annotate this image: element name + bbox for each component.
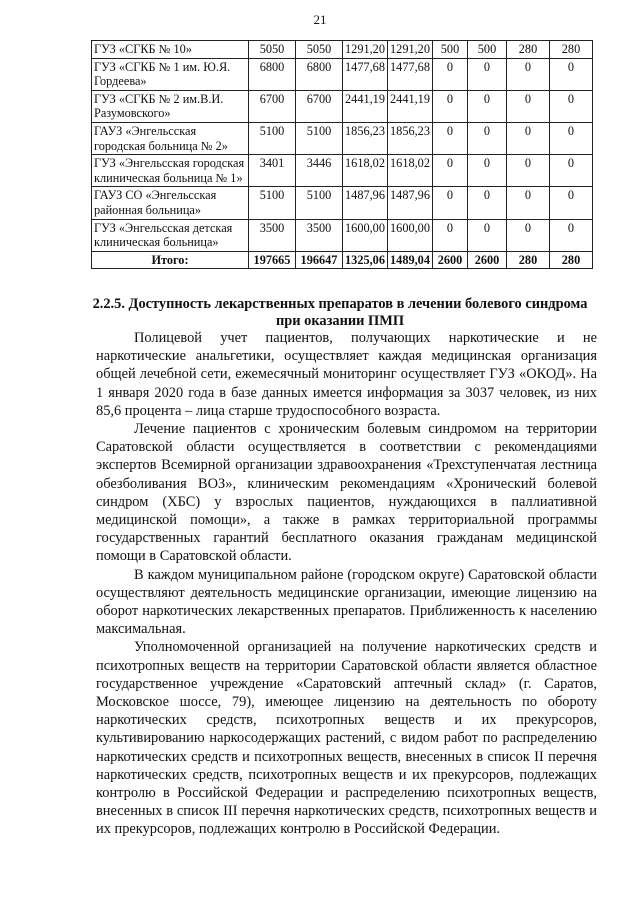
table-cell-name: ГУЗ «СГКБ № 1 им. Ю.Я. Гордеева» — [92, 58, 249, 90]
table-cell: 280 — [507, 41, 550, 59]
table-cell: 0 — [468, 219, 507, 251]
table-row — [92, 41, 593, 59]
body-text — [96, 329, 597, 839]
table-cell: 0 — [468, 90, 507, 122]
table-cell: 0 — [507, 90, 550, 122]
table-cell: 5050 — [249, 41, 296, 59]
table-cell: 0 — [507, 219, 550, 251]
table-cell: 1600,00 — [343, 219, 388, 251]
paragraph: Полицевой учет пациентов, получающих наркотические и не наркотические анальгетики, осуществляет каждая медицинская организация общей лечебной сети, ежемесячный мониторинг осуществляет ГУЗ «ОКОД». На 1 января 2020 года в базе данных имеется информация за 3037 человек, из них 85,6 процента – лица старше трудоспособного возраста. — [96, 330, 597, 419]
table-cell: 3401 — [249, 155, 296, 187]
table-cell: 0 — [507, 187, 550, 219]
table-cell: 6800 — [249, 58, 296, 90]
table-cell: 0 — [507, 155, 550, 187]
table-cell: 0 — [433, 187, 468, 219]
table-cell: 0 — [468, 58, 507, 90]
table-cell: 1618,02 — [343, 155, 388, 187]
table-cell: 0 — [468, 187, 507, 219]
table-cell: 5100 — [296, 122, 343, 154]
table-cell: 6700 — [296, 90, 343, 122]
table-cell-name: ГУЗ «Энгельсская городская клиническая больница № 1» — [92, 155, 249, 187]
table-cell: 5050 — [296, 41, 343, 59]
table-cell: 6800 — [296, 58, 343, 90]
table-cell: 0 — [433, 90, 468, 122]
table-cell: 0 — [550, 122, 593, 154]
table-cell: 0 — [550, 219, 593, 251]
paragraph: Уполномоченной организацией на получение наркотических средств и психотропных веществ на территории Саратовской области является областное государственное учреждение «Саратовский аптечный склад» (г. Саратов, Московское шоссе, 79), имеющее лицензию на деятельность по обороту наркотических средств, психотропных веществ и их прекурсоров, культивированию наркосодержащих растений, с видом работ по распределению наркотических средств и психотропных веществ, внесенных в список II перечня наркотических средств, психотропных веществ и их прекурсоров, подлежащих контролю в Российской Федерации и распределению психотропных веществ, внесенных в список III перечня наркотических средств, психотропных веществ и их прекурсоров, подлежащих контролю в Российской Федерации. — [96, 639, 597, 838]
data-table — [91, 40, 593, 269]
section-heading: 2.2.5. Доступность лекарственных препаратов в лечении болевого синдрома при оказании ПМП — [92, 296, 588, 329]
table-cell: 1600,00 — [388, 219, 433, 251]
table-row — [92, 122, 593, 154]
table-total-cell: 1489,04 — [388, 251, 433, 269]
paragraph: В каждом муниципальном районе (городском округе) Саратовской области осуществляют деятельность медицинские организации, имеющие лицензию на оборот наркотических лекарственных препаратов. Приближенность к населению максимальная. — [96, 566, 597, 638]
table-cell: 1477,68 — [388, 58, 433, 90]
table-cell: 0 — [468, 155, 507, 187]
table-total-cell: 2600 — [433, 251, 468, 269]
table-cell: 500 — [433, 41, 468, 59]
table-cell: 0 — [550, 90, 593, 122]
table-total-cell: 197665 — [249, 251, 296, 269]
table-cell: 1487,96 — [343, 187, 388, 219]
table-cell: 0 — [507, 58, 550, 90]
table-row — [92, 187, 593, 219]
table-cell: 1291,20 — [388, 41, 433, 59]
table-cell: 0 — [433, 122, 468, 154]
page-number: 21 — [313, 12, 327, 27]
table-cell: 1618,02 — [388, 155, 433, 187]
table-total-cell: 2600 — [468, 251, 507, 269]
table-cell-name: ГАУЗ «Энгельсская городская больница № 2» — [92, 122, 249, 154]
table-cell: 0 — [433, 58, 468, 90]
table-cell-name: ГУЗ «СГКБ № 2 им.В.И. Разумовского» — [92, 90, 249, 122]
table-cell: 1856,23 — [388, 122, 433, 154]
table-row — [92, 219, 593, 251]
table-cell: 280 — [550, 41, 593, 59]
table-cell: 1477,68 — [343, 58, 388, 90]
table-cell: 0 — [507, 122, 550, 154]
table-total-cell: 196647 — [296, 251, 343, 269]
table-cell-name: ГУЗ «Энгельсская детская клиническая больница» — [92, 219, 249, 251]
table-cell: 5100 — [296, 187, 343, 219]
table-cell: 2441,19 — [343, 90, 388, 122]
table-cell: 3446 — [296, 155, 343, 187]
table-cell: 1291,20 — [343, 41, 388, 59]
table-cell: 0 — [468, 122, 507, 154]
table-cell: 5100 — [249, 122, 296, 154]
table-cell: 2441,19 — [388, 90, 433, 122]
table-row — [92, 90, 593, 122]
table-total-cell: 280 — [550, 251, 593, 269]
table-row — [92, 155, 593, 187]
table-cell: 0 — [433, 219, 468, 251]
table-cell-name: ГАУЗ СО «Энгельсская районная больница» — [92, 187, 249, 219]
table-cell: 5100 — [249, 187, 296, 219]
table-cell: 1487,96 — [388, 187, 433, 219]
table-total-cell: 280 — [507, 251, 550, 269]
table-total-label: Итого: — [92, 251, 249, 269]
table-cell: 0 — [550, 58, 593, 90]
table-row — [92, 58, 593, 90]
table-cell: 3500 — [249, 219, 296, 251]
table-total-cell: 1325,06 — [343, 251, 388, 269]
table-cell: 0 — [550, 155, 593, 187]
table-cell: 0 — [433, 155, 468, 187]
table-cell: 500 — [468, 41, 507, 59]
table-cell: 3500 — [296, 219, 343, 251]
table-cell: 0 — [550, 187, 593, 219]
table-cell: 1856,23 — [343, 122, 388, 154]
paragraph: Лечение пациентов с хроническим болевым синдромом на территории Саратовской области осуществляется в соответствии с рекомендациями экспертов Всемирной организации здравоохранения «Трехступенчатая лестница обезболивания ВОЗ», клиническим рекомендациям «Хронический болевой синдром (ХБС) у взрослых пациентов, нуждающихся в паллиативной медицинской помощи», а также в рамках территориальной программы государственных гарантий бесплатного оказания гражданам медицинской помощи в Саратовской области. — [96, 421, 597, 565]
table-total-row — [92, 251, 593, 269]
table-cell-name: ГУЗ «СГКБ № 10» — [92, 41, 249, 59]
table-cell: 6700 — [249, 90, 296, 122]
